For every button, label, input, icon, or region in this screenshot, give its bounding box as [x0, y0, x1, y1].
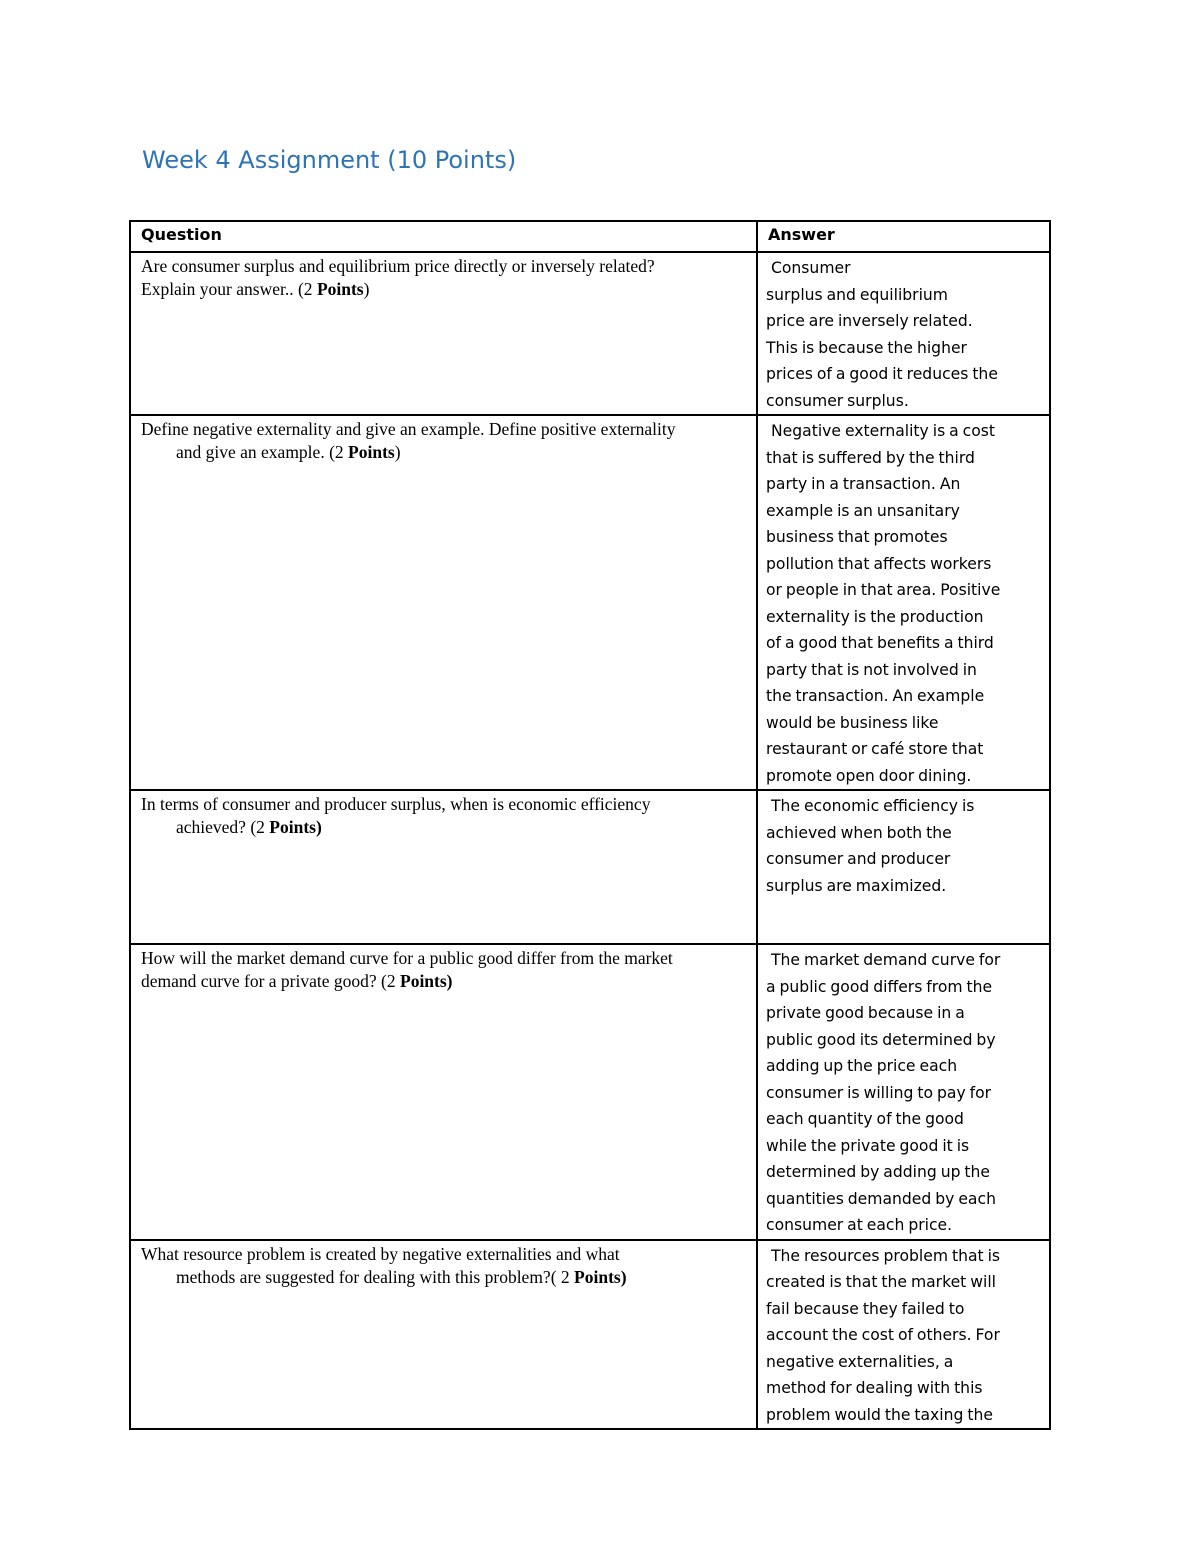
answer-line: achieved when both the: [766, 823, 952, 842]
question-fragment: and give an example. (2: [176, 442, 344, 462]
answer-text: [758, 945, 1049, 1239]
answer-line: negative externalities, a: [766, 1352, 954, 1371]
answer-line: a public good differs from the: [766, 977, 993, 996]
answer-line: consumer surplus.: [766, 391, 909, 410]
answer-line: This is because the higher: [766, 338, 967, 357]
answer-cell: [757, 415, 1050, 790]
qa-table: [129, 220, 1051, 1430]
answer-line: public good its determined by: [766, 1030, 996, 1049]
points-label: Points): [574, 1266, 627, 1287]
answer-text: [758, 253, 1049, 414]
answer-line: the transaction. An example: [766, 687, 985, 705]
points-label: Points): [269, 817, 322, 837]
table-row: [130, 790, 1050, 944]
question-cell: [130, 944, 757, 1240]
page-title: Week 4 Assignment (10 Points): [142, 146, 517, 174]
question-line: [141, 441, 748, 464]
answer-line: of a good that benefits a third: [766, 634, 994, 652]
question-cell: [130, 1240, 757, 1430]
answer-line: promote open door dining.: [766, 766, 972, 785]
answer-line: or people in that area. Positive: [766, 581, 1001, 599]
question-fragment: Explain your answer.. (2: [141, 279, 313, 299]
answer-line: that is suffered by the third: [766, 448, 975, 467]
answer-line: business that promotes: [766, 528, 948, 546]
answer-line: surplus are maximized.: [766, 876, 947, 895]
answer-text: [758, 1241, 1049, 1429]
answer-line: private good because in a: [766, 1004, 965, 1022]
question-line: [141, 1266, 748, 1289]
answer-line: price are inversely related.: [766, 312, 973, 330]
answer-cell: [757, 944, 1050, 1240]
answer-line: method for dealing with this: [766, 1379, 983, 1397]
table-row: [130, 1240, 1050, 1430]
answer-line: Negative externality is a cost: [771, 422, 996, 440]
answer-line: would be business like: [766, 713, 939, 732]
question-text: [131, 1241, 756, 1289]
question-line: In terms of consumer and producer surplus, when is economic efficiency: [141, 794, 651, 814]
table-row: [130, 944, 1050, 1240]
answer-line: problem would the taxing the: [766, 1405, 993, 1424]
question-line: How will the market demand curve for a public good differ from the market: [141, 948, 673, 968]
question-cell: [130, 252, 757, 415]
question-line: Are consumer surplus and equilibrium price directly or inversely related?: [141, 256, 655, 276]
answer-line: determined by adding up the: [766, 1163, 991, 1181]
question-text: [131, 253, 756, 301]
table-row: [130, 252, 1050, 415]
question-fragment: achieved? (2: [176, 817, 265, 837]
points-label: Points: [316, 279, 364, 299]
question-header: Question: [141, 225, 222, 244]
answer-line: Consumer: [771, 259, 851, 277]
answer-header: Answer: [768, 225, 835, 244]
answer-line: quantities demanded by each: [766, 1189, 996, 1208]
table-header-row: [130, 221, 1050, 252]
question-header-cell: [130, 221, 757, 252]
question-line: What resource problem is created by negative externalities and what: [141, 1243, 620, 1264]
answer-line: consumer is willing to pay for: [766, 1083, 992, 1102]
answer-line: consumer at each price.: [766, 1216, 953, 1234]
question-line: [141, 816, 748, 839]
answer-line: fail because they failed to: [766, 1299, 965, 1318]
answer-line: pollution that affects workers: [766, 554, 992, 573]
answer-line: surplus and equilibrium: [766, 285, 948, 304]
answer-line: restaurant or café store that: [766, 740, 984, 758]
answer-line: prices of a good it reduces the: [766, 365, 998, 383]
table-row: [130, 415, 1050, 790]
answer-line: The resources problem that is: [771, 1246, 1001, 1265]
answer-line: while the private good it is: [766, 1136, 970, 1155]
answer-line: party in a transaction. An: [766, 475, 961, 493]
answer-line: The market demand curve for: [771, 951, 1001, 969]
answer-line: account the cost of others. For: [766, 1326, 1000, 1344]
answer-line: party that is not involved in: [766, 660, 977, 679]
question-line: [141, 970, 748, 993]
answer-cell: [757, 1240, 1050, 1430]
answer-line: example is an unsanitary: [766, 501, 960, 520]
answer-cell: [757, 252, 1050, 415]
answer-cell: [757, 790, 1050, 944]
answer-line: created is that the market will: [766, 1273, 996, 1291]
answer-header-cell: [757, 221, 1050, 252]
question-fragment: ): [363, 279, 370, 299]
question-cell: [130, 415, 757, 790]
answer-text: [758, 416, 1049, 789]
points-label: Points): [400, 971, 453, 991]
question-fragment: methods are suggested for dealing with this problem?( 2: [176, 1266, 570, 1287]
question-text: [131, 791, 756, 839]
question-text: [131, 945, 756, 993]
answer-text: [758, 791, 1049, 899]
answer-line: consumer and producer: [766, 850, 951, 868]
answer-line: externality is the production: [766, 607, 984, 626]
question-text: [131, 416, 756, 464]
question-cell: [130, 790, 757, 944]
question-line: [141, 278, 748, 301]
answer-line: The economic efficiency is: [771, 797, 975, 815]
answer-line: each quantity of the good: [766, 1110, 964, 1128]
points-label: Points: [348, 442, 395, 462]
answer-line: adding up the price each: [766, 1057, 958, 1075]
question-line: Define negative externality and give an example. Define positive externality: [141, 419, 676, 439]
question-fragment: ): [394, 442, 401, 462]
question-fragment: demand curve for a private good? (2: [141, 971, 396, 991]
